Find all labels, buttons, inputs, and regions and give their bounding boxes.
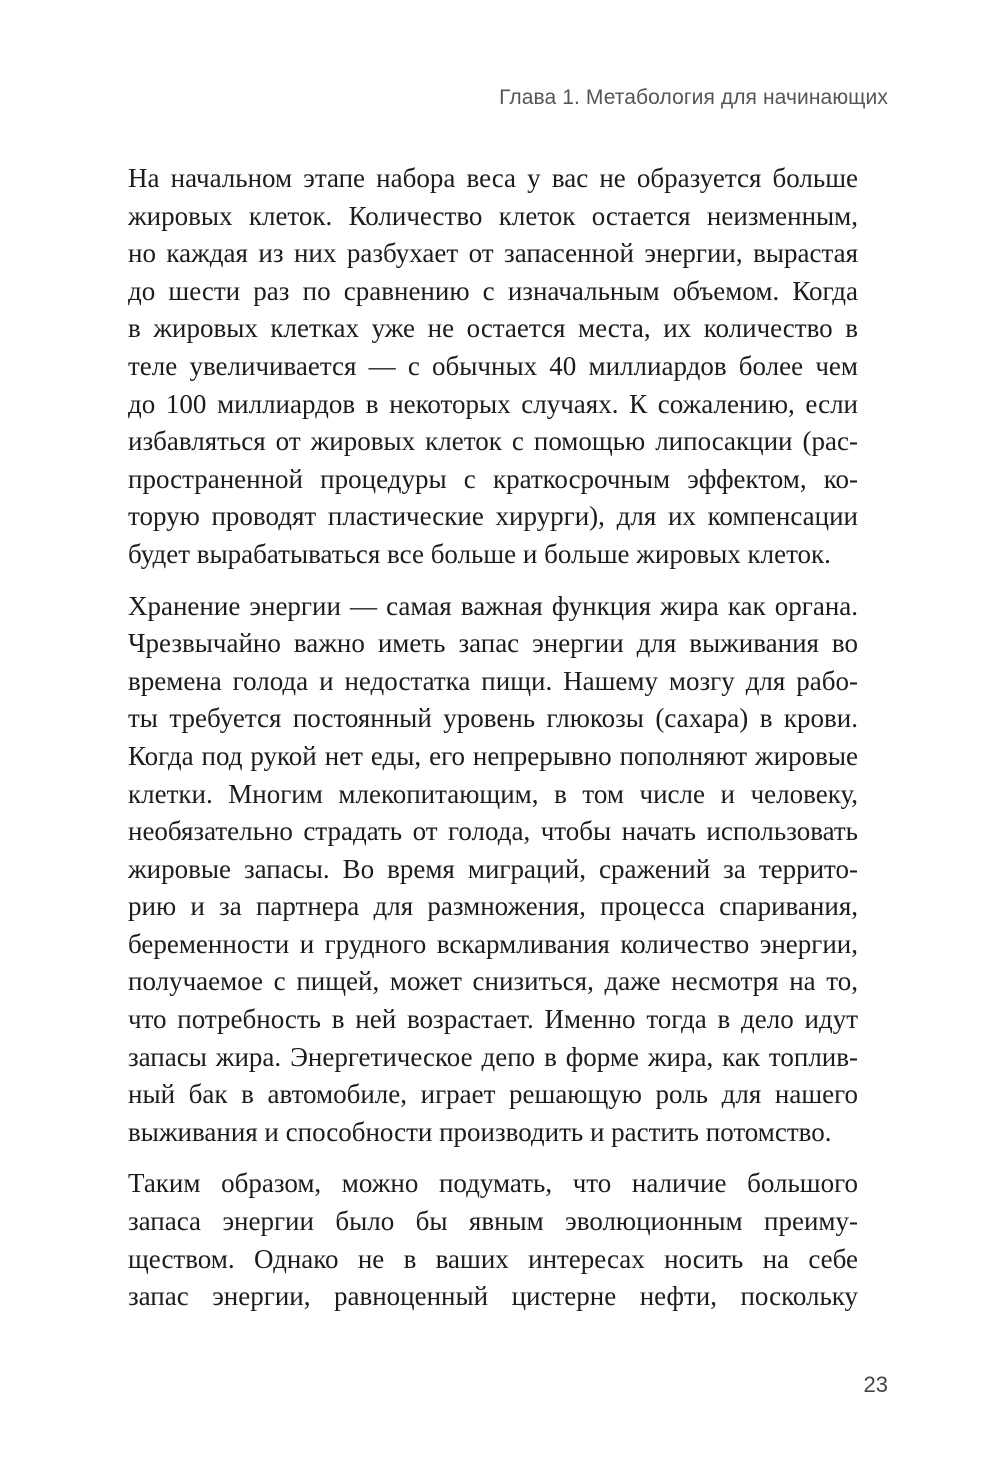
text-line: необязательно страдать от голода, чтобы начать использовать [128, 816, 858, 847]
text-line: ты требуется постоянный уровень глюкозы (сахара) в крови. [128, 703, 858, 734]
text-line: На начальном этапе набора веса у вас не образуется больше [128, 163, 858, 193]
text-line: теле увеличивается — с обычных 40 миллиардов более чем [128, 350, 858, 381]
text-line: Таким образом, можно подумать, что наличие большого [128, 1168, 858, 1199]
paragraph [128, 160, 858, 574]
text-line: беременности и грудного вскармливания количество энергии, [128, 928, 858, 959]
text-line: Когда под рукой нет еды, его непрерывно пополняют жировые [128, 740, 858, 771]
text-line: запас энергии, равноценный цистерне нефти, поскольку [128, 1281, 858, 1312]
text-line: до 100 миллиардов в некоторых случаях. К сожалению, если [128, 388, 858, 419]
paragraph [128, 1165, 858, 1315]
text-line: в жировых клетках уже не остается места, их количество в [128, 313, 858, 344]
text-line: до шести раз по сравнению с изначальным объемом. Когда [128, 275, 858, 306]
text-line: Хранение энергии — самая важная функция жира как органа. [128, 590, 858, 621]
text-line: запаса энергии было бы явным эволюционным преиму- [128, 1206, 858, 1237]
text-line: но каждая из них разбухает от запасенной энергии, вырастая [128, 238, 858, 269]
text-line: запасы жира. Энергетическое депо в форме жира, как топлив- [128, 1041, 858, 1072]
body-text [128, 160, 858, 1330]
text-line: торую проводят пластические хирурги), для их компенсации [128, 501, 858, 532]
text-line: выживания и способности производить и растить потомство. [128, 1116, 832, 1147]
text-line: что потребность в ней возрастает. Именно тогда в дело идут [128, 1004, 858, 1035]
text-line: получаемое с пищей, может снизиться, даже несмотря на то, [128, 966, 858, 997]
text-line: избавляться от жировых клеток с помощью липосакции (рас- [128, 426, 858, 457]
text-line: ществом. Однако не в ваших интересах носить на себе [128, 1243, 858, 1274]
text-line: клетки. Многим млекопитающим, в том числе и человеку, [128, 778, 858, 809]
text-line: ный бак в автомобиле, играет решающую роль для нашего [128, 1079, 858, 1110]
paragraph [128, 588, 858, 1152]
page-number: 23 [863, 1372, 888, 1397]
text-line: жировые запасы. Во время миграций, сражений за террито- [128, 853, 858, 884]
running-header: Глава 1. Метабология для начинающих [499, 86, 888, 109]
text-line: будет вырабатываться все больше и больше жировых клеток. [128, 538, 831, 569]
text-line: рию и за партнера для размножения, процесса спаривания, [128, 891, 858, 922]
text-line: жировых клеток. Количество клеток остается неизменным, [128, 200, 858, 231]
text-line: пространенной процедуры с краткосрочным эффектом, ко- [128, 463, 858, 494]
text-line: Чрезвычайно важно иметь запас энергии для выживания во [128, 628, 858, 659]
text-line: времена голода и недостатка пищи. Нашему мозгу для рабо- [128, 665, 858, 696]
